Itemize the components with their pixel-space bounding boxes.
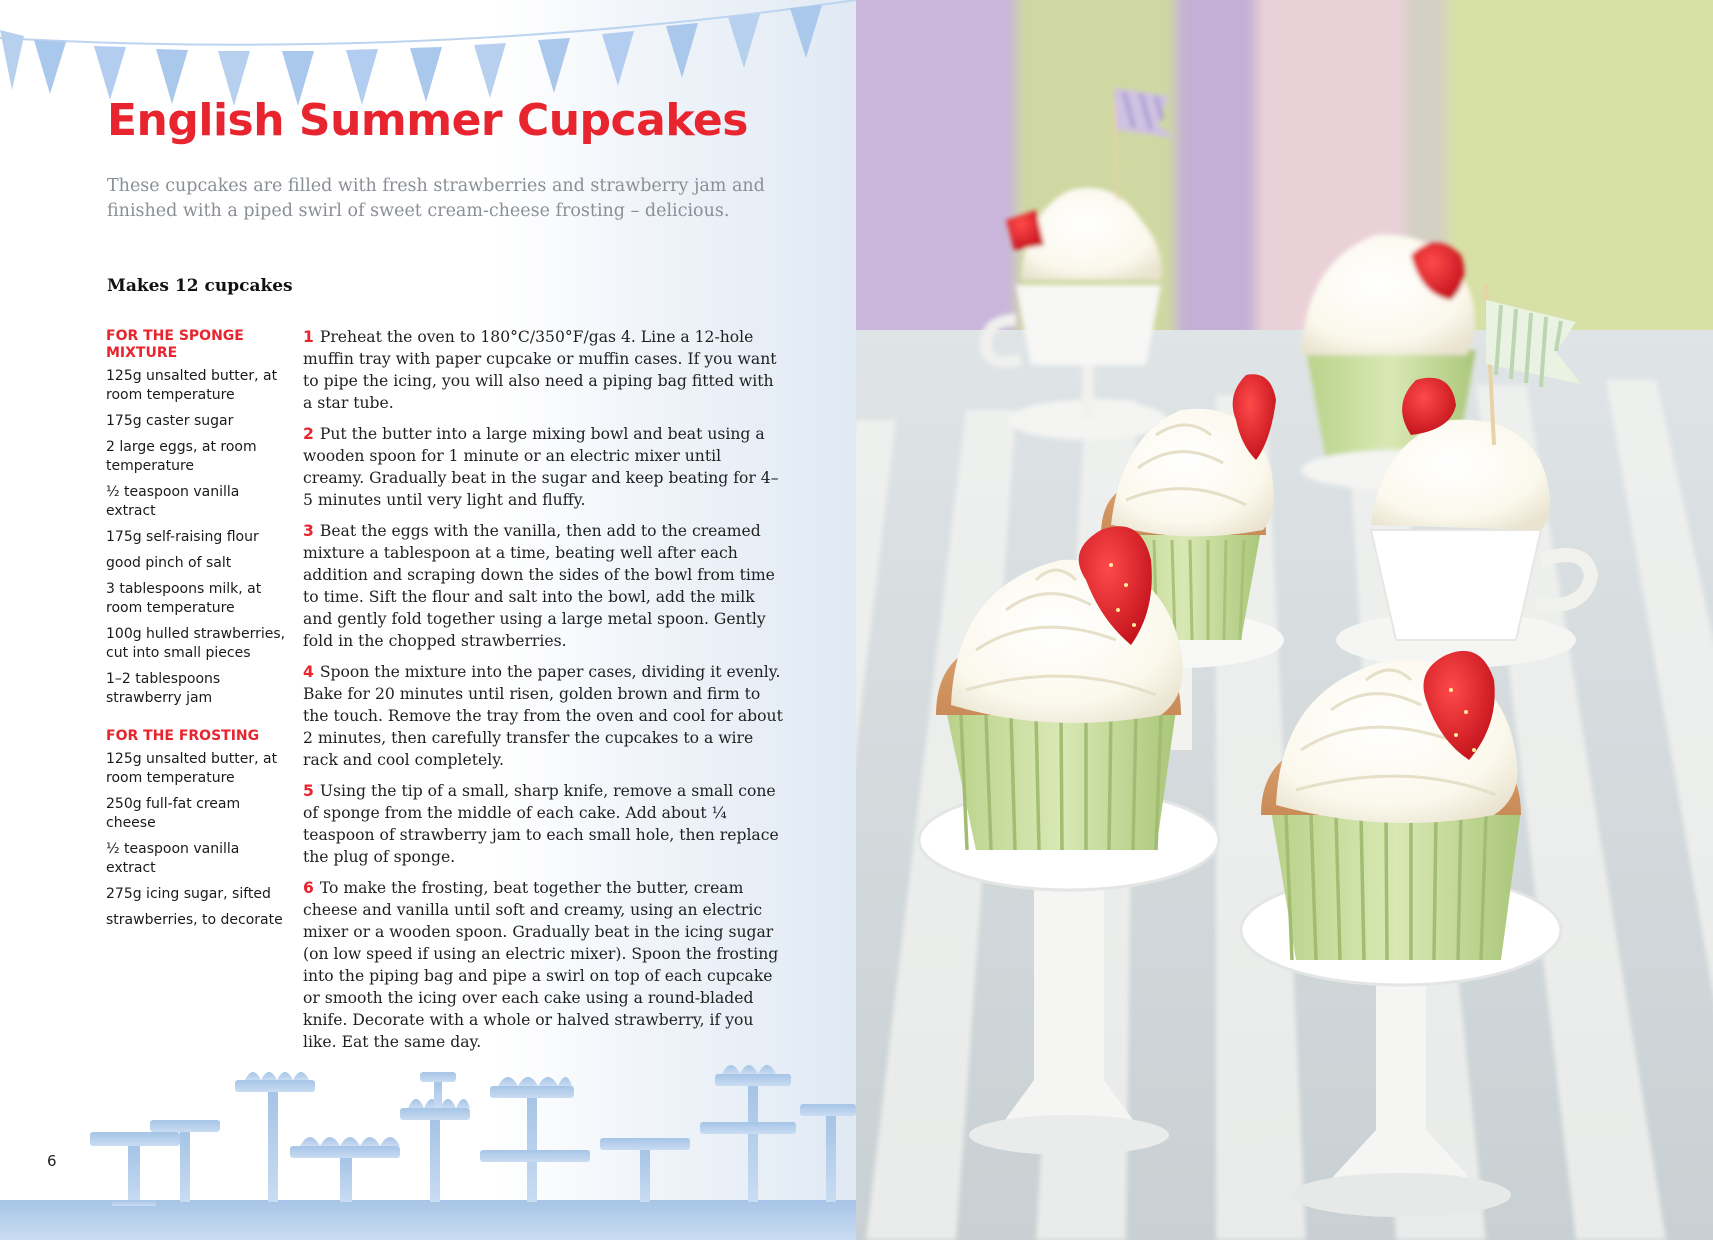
ingredient-item: strawberries, to decorate (106, 912, 283, 928)
ingredient-item: 275g icing sugar, sifted (106, 886, 271, 902)
yield-text: Makes 12 cupcakes (107, 276, 293, 296)
sponge-heading: FOR THE SPONGE MIXTURE (106, 328, 244, 361)
cupcake-photo (856, 0, 1713, 1240)
method-step (303, 877, 783, 1053)
step-text: Preheat the oven to 180°C/350°F/gas 4. Line a 12-hole muffin tray with paper cupcake or muffin cases. If you want to pipe the icing, you will also need a piping bag fitted with a star tube. (303, 328, 777, 412)
ingredient-item: good pinch of salt (106, 555, 232, 571)
frosting-heading: FOR THE FROSTING (106, 728, 260, 744)
cupcake-photo-illustration (856, 0, 1713, 1240)
method-step (303, 661, 783, 771)
ingredient-item: ½ teaspoon vanilla extract (106, 484, 240, 519)
step-text: To make the frosting, beat together the butter, cream cheese and vanilla until soft and creamy, using an electric mixer or a wooden spoon. Gradually beat in the icing sugar (on low speed if using an electric mixer). Spoon the frosting into the piping bag and pipe a swirl on top of each cupcake or smooth the icing over each cake using a round-bladed knife. Decorate with a whole or halved strawberry, if you like. Eat the same day. (303, 879, 779, 1051)
ingredient-item: 125g unsalted butter, at room temperature (106, 368, 278, 403)
step-number: 6 (303, 879, 314, 897)
ingredient-item: 2 large eggs, at room temperature (106, 439, 257, 474)
step-text: Spoon the mixture into the paper cases, dividing it evenly. Bake for 20 minutes until risen, golden brown and firm to the touch. Remove the tray from the oven and cool for about 2 minutes, then carefully transfer the cupcakes to a wire rack and cool completely. (303, 663, 783, 769)
cake-stand-silhouettes (0, 1050, 856, 1240)
ingredients-column (106, 328, 292, 937)
method-step (303, 520, 783, 652)
recipe-title: English Summer Cupcakes (107, 95, 748, 146)
ingredient-item: 125g unsalted butter, at room temperature (106, 751, 278, 786)
ingredient-item: 175g caster sugar (106, 413, 234, 429)
step-text: Using the tip of a small, sharp knife, remove a small cone of sponge from the middle of each cake. Add about ¼ teaspoon of strawberry jam to each small hole, then replace the plug of sponge. (303, 782, 779, 866)
step-text: Beat the eggs with the vanilla, then add to the creamed mixture a tablespoon at a time, beating well after each addition and scraping down the sides of the bowl from time to time. Sift the flour and salt into the bowl, add the milk and gently fold together using a large metal spoon. Gently fold in the chopped strawberries. (303, 522, 775, 650)
ingredient-item: 100g hulled strawberries, cut into small pieces (106, 626, 286, 661)
ingredient-item: 250g full-fat cream cheese (106, 796, 241, 831)
method-step (303, 423, 783, 511)
method-column (303, 326, 783, 1062)
step-number: 2 (303, 425, 314, 443)
step-number: 4 (303, 663, 314, 681)
ingredient-item: 1–2 tablespoons strawberry jam (106, 671, 221, 706)
method-step (303, 780, 783, 868)
recipe-page (0, 0, 856, 1240)
page-number: 6 (47, 1152, 57, 1170)
ingredient-item: 3 tablespoons milk, at room temperature (106, 581, 262, 616)
method-step (303, 326, 783, 414)
step-number: 1 (303, 328, 314, 346)
step-number: 5 (303, 782, 314, 800)
ingredient-item: ½ teaspoon vanilla extract (106, 841, 240, 876)
step-text: Put the butter into a large mixing bowl and beat using a wooden spoon for 1 minute or an electric mixer until creamy. Gradually beat in the sugar and keep beating for 4–5 minutes until very light and fluffy. (303, 425, 779, 509)
recipe-intro: These cupcakes are filled with fresh strawberries and strawberry jam and finished with a piped swirl of sweet cream-cheese frosting – delicious. (107, 176, 765, 221)
ingredient-item: 175g self-raising flour (106, 529, 259, 545)
step-number: 3 (303, 522, 314, 540)
